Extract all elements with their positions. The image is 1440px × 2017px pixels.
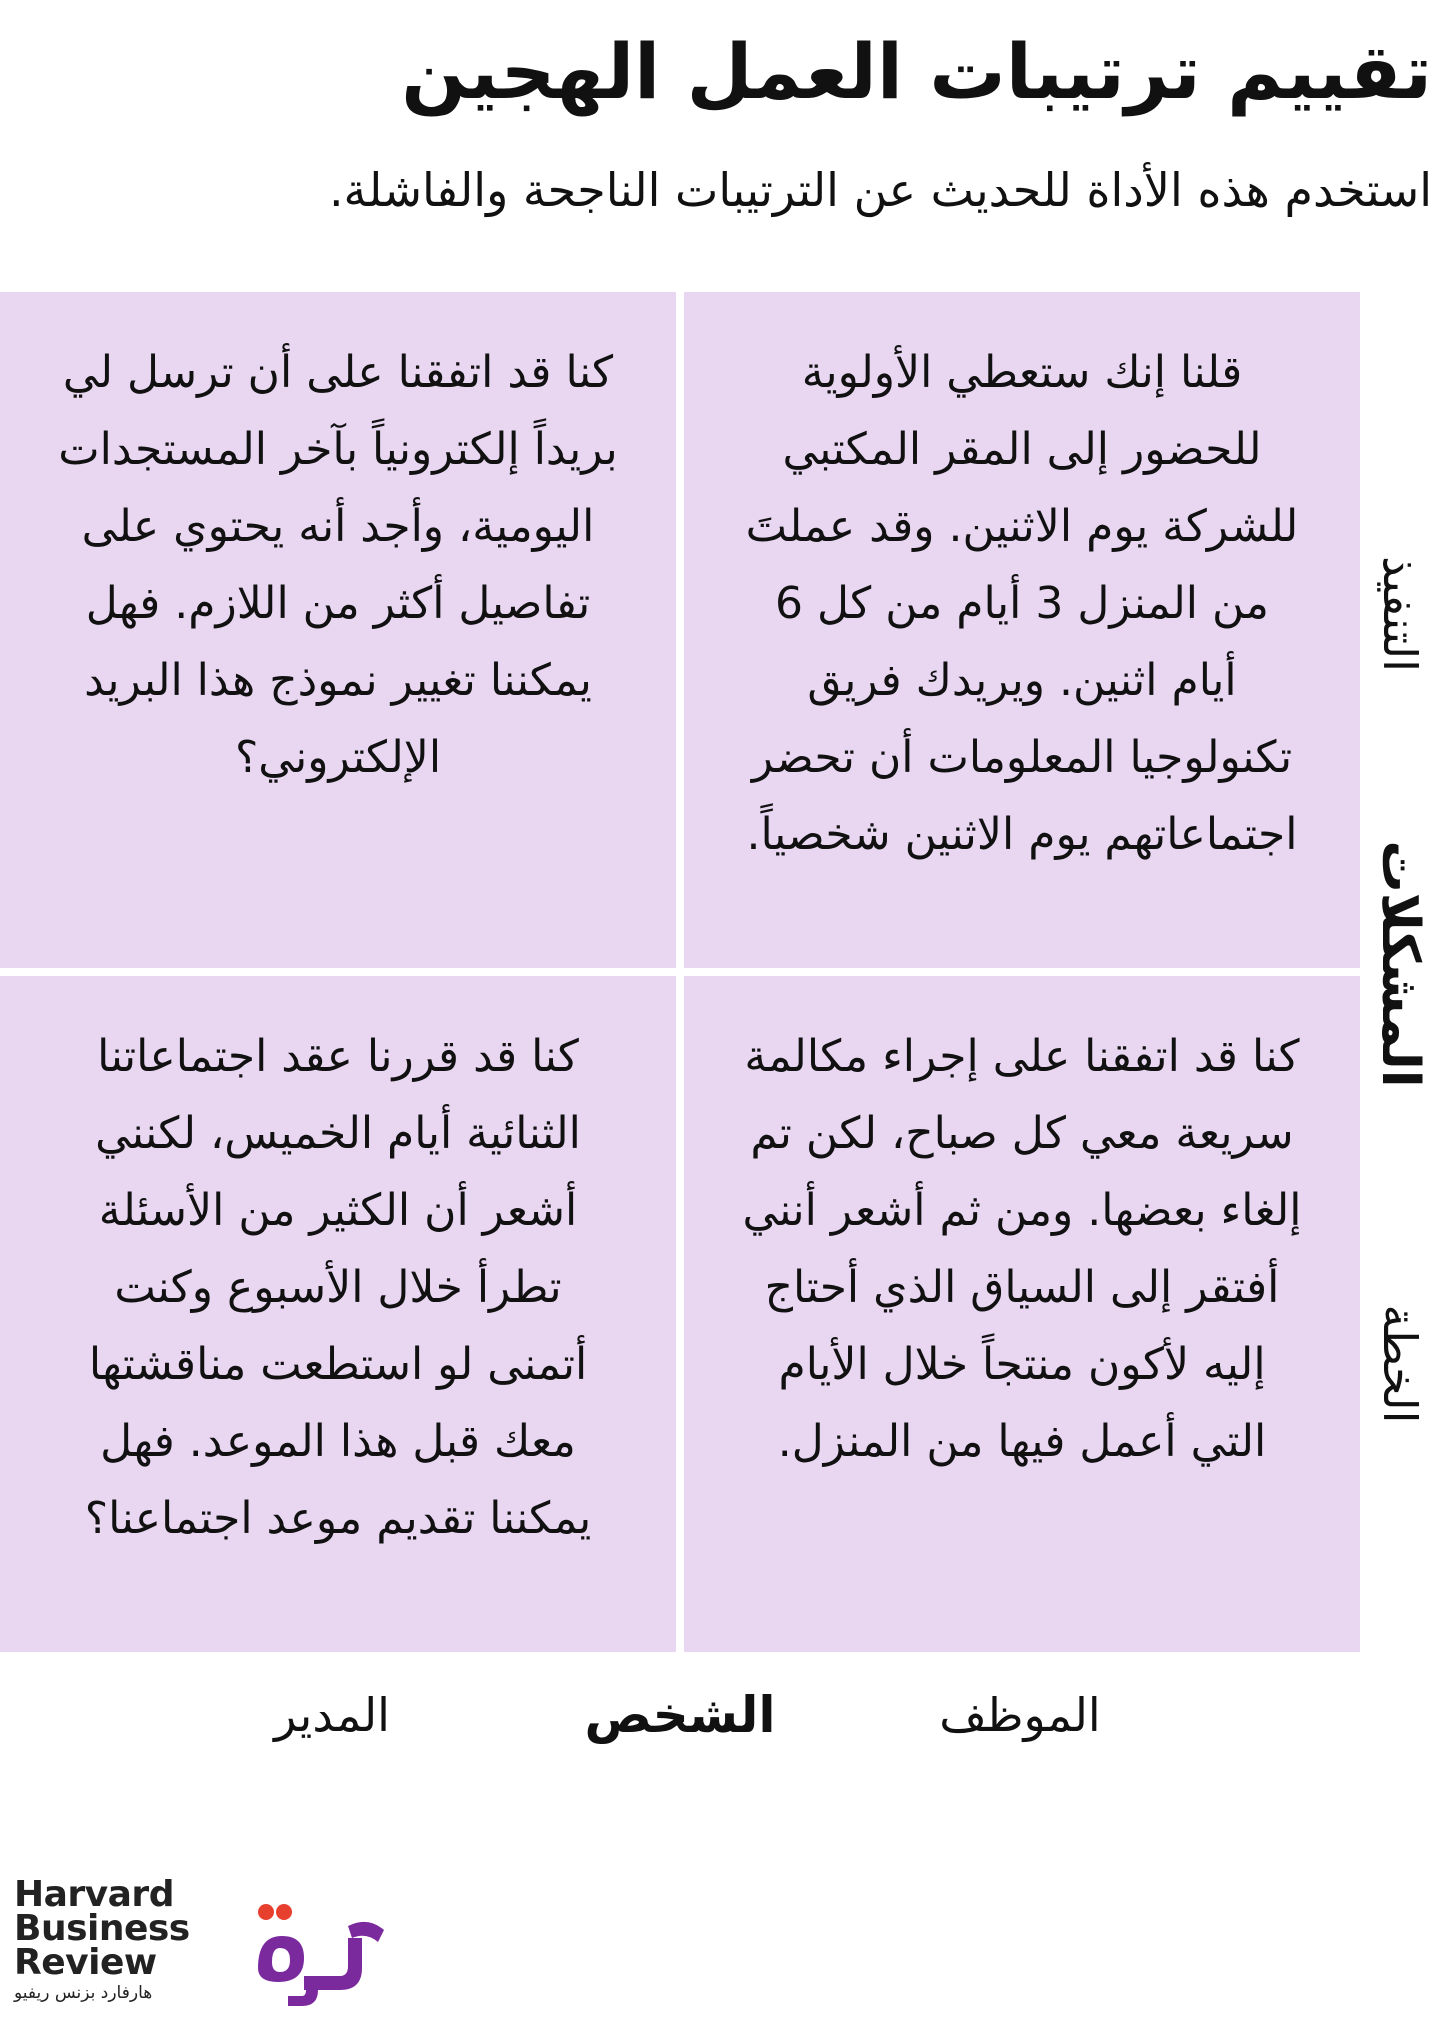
cell-text: قلنا إنك ستعطي الأولوية للحضور إلى المقر المكتبي للشركة يوم الاثنين. وقد عملتَ من المنزل 3 أيام من كل 6 أيام اثنين. ويريدك فريق تكنولوجيا المعلومات أن تحضر اجتماعاتهم يوم الاثنين شخصياً. [745,347,1299,860]
row-label-plan: الخطة [1373,1304,1427,1424]
cell-text: كنا قد قررنا عقد اجتماعاتنا الثنائية أيام الخميس، لكنني أشعر أن الكثير من الأسئلة تطرأ خلال الأسبوع وكنت أتمنى لو استطعت مناقشتها معك قبل هذا الموعد. فهل يمكننا تقديم موعد اجتماعنا؟ [84,1031,592,1544]
hbr-logo-arabic: هارفارد بزنس ريفيو [14,1983,153,2003]
majarra-logo [248,1898,388,2008]
cell-implementation-manager [0,292,676,968]
hbr-logo-line: Review [14,1942,157,1983]
column-axis-label-person: الشخص [584,1686,776,1744]
majarra-mark [288,1990,318,2006]
cell-text: كنا قد اتفقنا على أن ترسل لي بريداً إلكترونياً بآخر المستجدات اليومية، وأجد أنه يحتوي على تفاصيل أكثر من اللازم. فهل يمكننا تغيير نموذج هذا البريد الإلكتروني؟ [58,347,618,783]
column-label-manager: المدير [274,1688,390,1742]
hbr-logo-line: Business [14,1908,190,1949]
page-title: تقييم ترتيبات العمل الهجين [401,27,1432,116]
majarra-mark [304,1938,362,1990]
hbr-logo-line: Harvard [14,1874,174,1915]
row-axis-label-problems: المشكلات [1370,840,1430,1088]
majarra-dot [258,1904,274,1920]
cell-implementation-employee [684,292,1360,968]
cell-plan-manager [0,976,676,1652]
cell-plan-employee [684,976,1360,1652]
majarra-mark [258,1936,304,1982]
row-label-implementation: التنفيذ [1373,556,1427,672]
cell-text: كنا قد اتفقنا على إجراء مكالمة سريعة معي كل صباح، لكن تم إلغاء بعضها. ومن ثم أشعر أنني أفتقر إلى السياق الذي أحتاج إليه لأكون منتجاً خلال الأيام التي أعمل فيها من المنزل. [742,1031,1302,1467]
page-subtitle: استخدم هذه الأداة للحديث عن الترتيبات الناجحة والفاشلة. [328,163,1432,217]
majarra-dot [276,1904,292,1920]
column-label-employee: الموظف [939,1688,1101,1742]
hbr-logo [14,1874,214,2006]
